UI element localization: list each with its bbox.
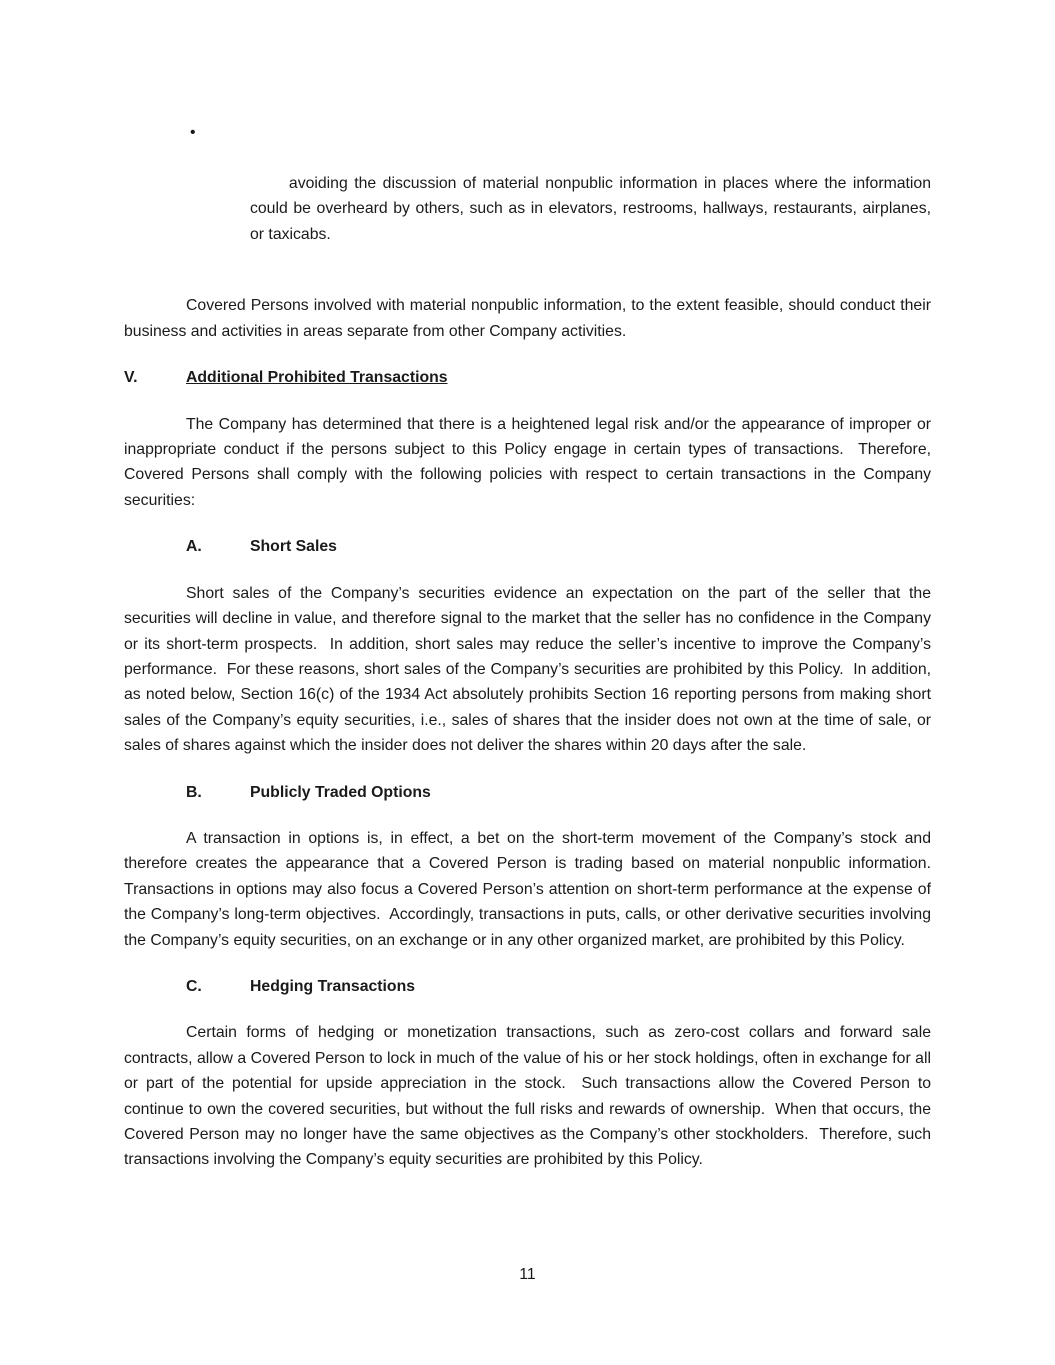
intro-paragraph: Covered Persons involved with material nonpublic information, to the extent feasible, should conduct their business and activities in areas separate from other Company activities.: [124, 297, 936, 340]
subsection-c-title: Hedging Transactions: [250, 977, 416, 995]
subsection-c-heading: [124, 974, 931, 999]
subsection-a-title: Short Sales: [250, 538, 337, 556]
subsection-b-title: Publicly Traded Options: [250, 783, 431, 801]
subsection-a-letter: A.: [186, 538, 202, 556]
section-v-paragraph: The Company has determined that there is a heightened legal risk and/or the appearance of improper or inappropriate conduct if the persons subject to this Policy engage in certain types of transactions. Therefore, Covered Persons shall comply with the following policies with respect to certain transactions in the Company securities:: [124, 415, 936, 509]
bullet-list-item: [124, 120, 936, 272]
bullet-icon: •: [190, 124, 196, 141]
bullet-item-text: avoiding the discussion of material nonpublic information in places where the information could be overheard by others, such as in elevators, restrooms, hallways, restaurants, airplanes, or taxicabs.: [250, 174, 936, 243]
section-v-heading: [124, 365, 931, 390]
subsection-a-paragraph: Short sales of the Company’s securities evidence an expectation on the part of the seller that the securities will decline in value, and therefore signal to the market that the seller has no confidence in the Company or its short-term prospects. In addition, short sales may reduce the seller’s incentive to improve the Company’s performance. For these reasons, short sales of the Company’s securities are prohibited by this Policy. In addition, as noted below, Section 16(c) of the 1934 Act absolutely prohibits Section 16 reporting persons from making short sales of the Company’s equity securities, i.e., sales of shares that the insider does not own at the time of sale, or sales of shares against which the insider does not deliver the shares within 20 days after the sale.: [124, 584, 936, 755]
page-number: 11: [519, 1266, 536, 1283]
document-body: [124, 120, 940, 1194]
subsection-b-letter: B.: [186, 783, 202, 801]
section-v-title: Additional Prohibited Transactions: [186, 369, 448, 387]
section-v-number: V.: [124, 369, 138, 387]
subsection-a-heading: [124, 534, 931, 559]
subsection-b-paragraph: A transaction in options is, in effect, a bet on the short-term movement of the Company’s stock and therefore creates the appearance that a Covered Person is trading based on material nonpublic information. Transactions in options may also focus a Covered Person’s attention on short-term performance at the expense of the Company’s long-term objectives. Accordingly, transactions in puts, calls, or other derivative securities involving the Company’s equity securities, on an exchange or in any other organized market, are prohibited by this Policy.: [124, 829, 940, 949]
subsection-b-heading: [124, 780, 931, 805]
subsection-c-letter: C.: [186, 977, 202, 995]
subsection-c-paragraph: Certain forms of hedging or monetization transactions, such as zero-cost collars and forward sale contracts, allow a Covered Person to lock in much of the value of his or her stock holdings, often in exchange for all or part of the potential for upside appreciation in the stock. Such transactions allow the Covered Person to continue to own the covered securities, but without the full risks and rewards of ownership. When that occurs, the Covered Person may no longer have the same objectives as the Company’s other stockholders. Therefore, such transactions involving the Company’s equity securities are prohibited by this Policy.: [124, 1024, 936, 1169]
